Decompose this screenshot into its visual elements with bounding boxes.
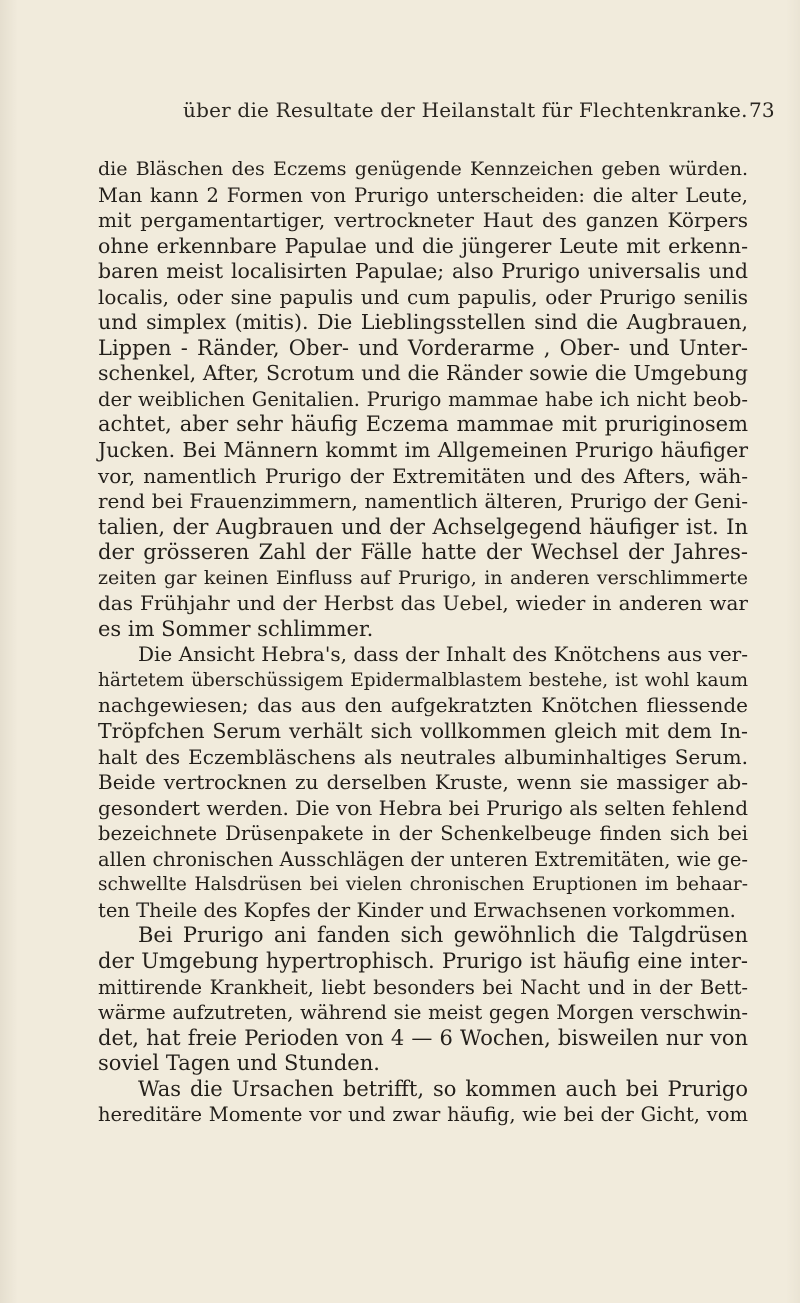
paragraph-start-line: Was die Ursachen betrifft, so kommen auch bei Prurigo bbox=[138, 1076, 748, 1101]
paragraph-end-line: soviel Tagen und Stunden. bbox=[98, 1051, 380, 1076]
text-line: localis, oder sine papulis und cum papulis, oder Prurigo senilis bbox=[98, 284, 748, 309]
text-line: die Bläschen des Eczems genügende Kennzeichen geben würden. bbox=[98, 158, 748, 180]
text-line: halt des Eczembläschens als neutrales albuminhaltiges Serum. bbox=[98, 744, 748, 769]
paragraph-start-line: Die Ansicht Hebra's, dass der Inhalt des Knötchens aus ver- bbox=[138, 642, 748, 667]
text-line: nachgewiesen; das aus den aufgekratzten Knötchen fliessende bbox=[98, 693, 748, 718]
text-line: schwellte Halsdrüsen bei vielen chronischen Eruptionen im behaar- bbox=[98, 874, 748, 896]
text-line: schenkel, After, Scrotum und die Ränder sowie die Umgebung bbox=[98, 361, 748, 386]
text-line: gesondert werden. Die von Hebra bei Prurigo als selten fehlend bbox=[98, 795, 748, 820]
text-line: Lippen - Ränder, Ober- und Vorderarme , Ober- und Unter- bbox=[98, 335, 748, 360]
text-line: Tröpfchen Serum verhält sich vollkommen gleich mit dem In- bbox=[98, 719, 748, 744]
text-line: mittirende Krankheit, liebt besonders bei Nacht und in der Bett- bbox=[98, 975, 748, 999]
text-line: der Umgebung hypertrophisch. Prurigo ist häufig eine inter- bbox=[98, 948, 748, 973]
body-text bbox=[98, 157, 748, 1128]
text-line: und simplex (mitis). Die Lieblingsstellen sind die Augbrauen, bbox=[98, 310, 748, 335]
text-line: vor, namentlich Prurigo der Extremitäten und des Afters, wäh- bbox=[98, 463, 748, 488]
text-line: zeiten gar keinen Einfluss auf Prurigo, in anderen verschlimmerte bbox=[98, 566, 748, 589]
running-title: über die Resultate der Heilanstalt für Flechtenkranke. bbox=[183, 98, 748, 122]
text-line: det, hat freie Perioden von 4 — 6 Wochen, bisweilen nur von bbox=[98, 1025, 748, 1050]
text-line: härtetem überschüssigem Epidermalblastem bestehe, ist wohl kaum bbox=[98, 669, 748, 691]
paragraph-start-line: Bei Prurigo ani fanden sich gewöhnlich die Talgdrüsen bbox=[138, 923, 748, 948]
text-line: der weiblichen Genitalien. Prurigo mammae habe ich nicht beob- bbox=[98, 387, 748, 411]
text-line: Beide vertrocknen zu derselben Kruste, wenn sie massiger ab- bbox=[98, 770, 748, 795]
text-line: der grösseren Zahl der Fälle hatte der Wechsel der Jahres- bbox=[98, 540, 748, 565]
paragraph-end-line: ten Theile des Kopfes der Kinder und Erwachsenen vorkommen. bbox=[98, 898, 736, 922]
text-line: ohne erkennbare Papulae und die jüngerer Leute mit erkenn- bbox=[98, 233, 748, 258]
text-line: rend bei Frauenzimmern, namentlich älteren, Prurigo der Geni- bbox=[98, 489, 748, 514]
text-line: wärme aufzutreten, während sie meist gegen Morgen verschwin- bbox=[98, 1001, 748, 1025]
text-line: mit pergamentartiger, vertrockneter Haut des ganzen Körpers bbox=[98, 208, 748, 233]
text-line: Jucken. Bei Männern kommt im Allgemeinen Prurigo häufiger bbox=[98, 438, 748, 463]
text-line: allen chronischen Ausschlägen der unteren Extremitäten, wie ge- bbox=[98, 847, 748, 871]
text-line: hereditäre Momente vor und zwar häufig, wie bei der Gicht, vom bbox=[98, 1103, 748, 1127]
text-line: achtet, aber sehr häufig Eczema mammae mit pruriginosem bbox=[98, 412, 748, 437]
text-line: Man kann 2 Formen von Prurigo unterscheiden: die alter Leute, bbox=[98, 183, 748, 207]
text-line: bezeichnete Drüsenpakete in der Schenkelbeuge finden sich bei bbox=[98, 822, 748, 846]
text-line: talien, der Augbrauen und der Achselgegend häufiger ist. In bbox=[98, 514, 748, 539]
paragraph-end-line: es im Sommer schlimmer. bbox=[98, 616, 374, 641]
text-line: das Frühjahr und der Herbst das Uebel, wieder in anderen war bbox=[98, 591, 748, 616]
page-header bbox=[183, 98, 800, 130]
page-number: 73 bbox=[749, 98, 775, 122]
text-line: baren meist localisirten Papulae; also Prurigo universalis und bbox=[98, 259, 748, 284]
